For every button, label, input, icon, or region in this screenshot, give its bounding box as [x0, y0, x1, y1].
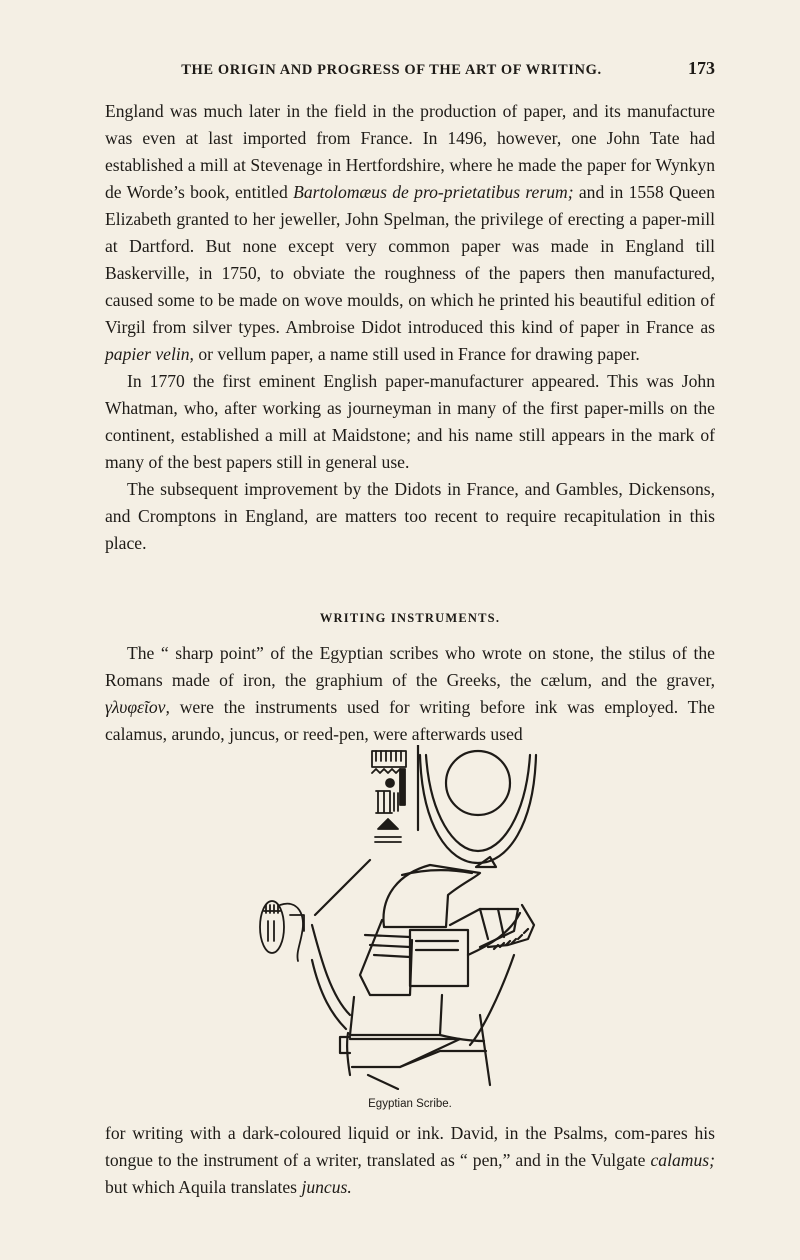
figure-caption: Egyptian Scribe. [368, 1098, 452, 1110]
text-run: England was much later in the field in the production of paper, and its manufacture was even at last imported from France. In 1496, however, one John Tate had established a mill at Stevenage in Hertfordshire, where he made the paper for Wynkyn de Worde’s book, entitled [105, 101, 715, 202]
text-run: were the instruments used for writing before ink was employed. The calamus, arundo, juncus, or reed-pen, were afterwards used [105, 697, 715, 744]
text-run: and in 1558 Queen Elizabeth granted to her jeweller, John Spelman, the privilege of erecting a paper-mill at Dartford. But none except very common paper was made in England till Baskerville, in 1750, to obviate the roughness of the papers then manufactured, caused some to be made on wove moulds, on which he printed his beautiful edition of Virgil from silver types. Ambroise Didot introduced this kind of paper in France as [105, 182, 715, 337]
cartouche [260, 901, 304, 961]
book-title: Bartolomæus de pro-prietatibus rerum; [293, 182, 574, 202]
running-title: THE ORIGIN AND PROGRESS OF THE ART OF WRITING. [181, 62, 602, 78]
running-head [95, 58, 715, 79]
paragraph-instruments [105, 640, 715, 748]
body-text-bottom [105, 1120, 715, 1201]
section-heading: WRITING INSTRUMENTS. [319, 611, 501, 625]
sun-disk [446, 751, 510, 815]
body-text-mid [105, 640, 715, 748]
page-number: 173 [688, 58, 715, 78]
text-run: but which Aquila translates [105, 1177, 302, 1197]
text-run: or vellum paper, a name still used in France for drawing paper. [193, 344, 640, 364]
egyptian-scribe-icon [250, 745, 580, 1090]
hieroglyph-column [372, 751, 406, 842]
egyptian-scribe-figure [250, 745, 580, 1090]
term-papier-velin: papier velin, [105, 344, 194, 364]
paragraph-psalms [105, 1120, 715, 1201]
paragraph-whatman: In 1770 the first eminent English paper-manufacturer appeared. This was John Whatman, who, after working as journeyman in many of the first paper-mills on the continent, established a mill at Maidstone; and his name still appears in the mark of many of the best papers still in general use. [105, 371, 715, 472]
paragraph-didots: The subsequent improvement by the Didots in France, and Gambles, Dickensons, and Cromptons in England, are matters too recent to require recapitulation in this place. [105, 479, 715, 553]
term-juncus: juncus. [301, 1177, 352, 1197]
text-run: The “ sharp point” of the Egyptian scribes who wrote on stone, the stilus of the Romans made of iron, the graphium of the Greeks, the cælum, and the graver, [105, 643, 715, 690]
paragraph-paper-england [105, 98, 715, 368]
body-text-top [105, 98, 715, 557]
text-run: for writing with a dark-coloured liquid or ink. David, in the Psalms, com-pares his tongue to the instrument of a writer, translated as “ pen,” and in the Vulgate [105, 1123, 715, 1170]
term-calamus: calamus; [650, 1150, 715, 1170]
greek-word: γλυφεῖον, [105, 697, 170, 717]
